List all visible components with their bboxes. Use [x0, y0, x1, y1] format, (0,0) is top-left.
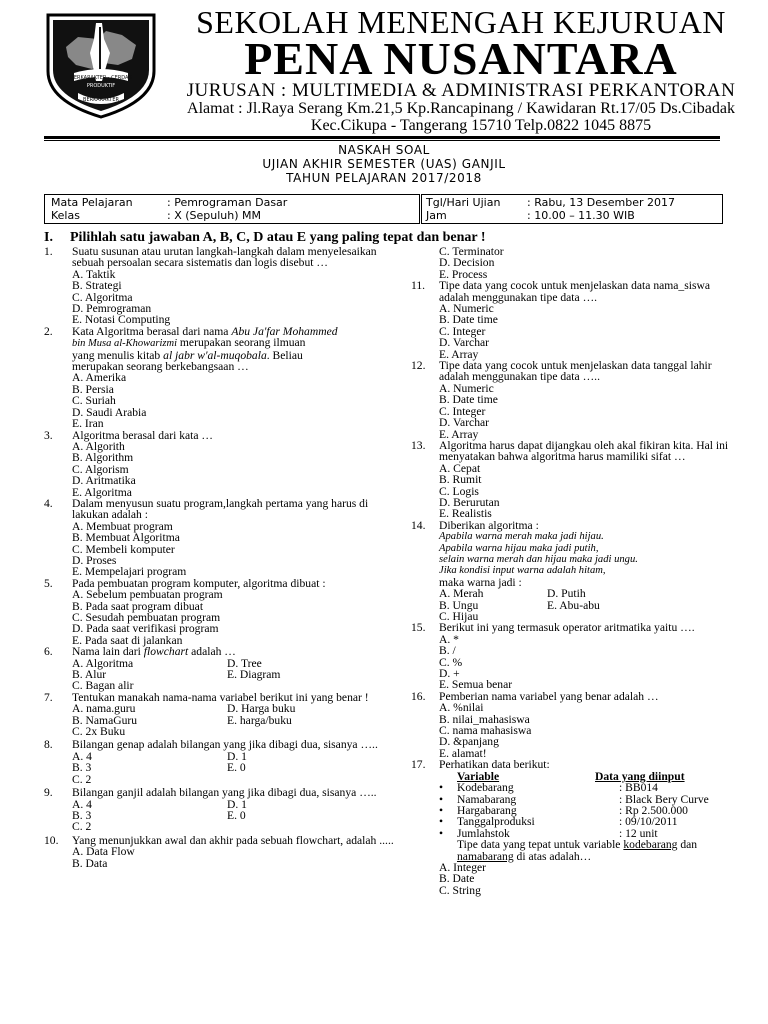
option-e: E. Algoritma — [72, 485, 132, 499]
option-d: D. Harga buku — [227, 702, 296, 716]
question-text: yang menulis kitab — [72, 348, 164, 362]
question-text: Yang menunjukkan awal dan akhir pada sebuah flowchart, adalah ..... — [72, 833, 394, 847]
question-text: Nama lain dari — [72, 645, 144, 659]
option-a: A. Membuat program — [72, 519, 173, 533]
question-text: . Beliau — [266, 348, 303, 362]
question-17 — [411, 759, 731, 896]
variable-value: : 12 unit — [619, 826, 658, 840]
question-4 — [44, 498, 394, 578]
question-text: Tipe data yang cocok untuk menjelaskan data tanggal lahir adalah menggunakan tipe data ….. — [439, 359, 712, 384]
question-text: Bilangan ganjil adalah bilangan yang jika dibagi dua, sisanya ….. — [72, 786, 377, 800]
schedule-info-box — [421, 194, 723, 224]
option-e: E. 0 — [227, 761, 246, 775]
question-text-italic: al jabr w'al-muqobala — [163, 348, 267, 362]
option-a: A. Cepat — [439, 461, 481, 475]
option-b: B. Persia — [72, 382, 114, 396]
option-b: B. nilai_mahasiswa — [439, 712, 530, 726]
column-header-data: Data yang diinput — [595, 769, 685, 783]
question-text: adalah … — [188, 645, 236, 659]
questions-right-column — [411, 246, 731, 896]
question-text: Pemberian nama variabel yang benar adalah … — [439, 689, 659, 703]
option-a: A. %nilai — [439, 701, 484, 715]
question-text: Tipe data yang cocok untuk menjelaskan data nama_siswa adalah menggunakan tipe data …. — [439, 279, 710, 304]
question-text: maka warna jadi : — [439, 575, 522, 589]
algorithm-line: selain warna merah dan hijau maka jadi ungu. — [439, 553, 638, 565]
option-c: C. Bagan alir — [72, 679, 134, 693]
question-text: merupakan seorang berkebangsaan … — [72, 360, 249, 374]
questions-left-column — [44, 246, 394, 869]
class-label: Kelas — [51, 209, 80, 222]
option-b: B. NamaGuru — [72, 713, 138, 727]
header-divider — [44, 136, 720, 139]
logo-text: PRODUKTIF — [86, 83, 116, 89]
question-text: di atas adalah… — [513, 849, 592, 863]
exam-title: UJIAN AKHIR SEMESTER (UAS) GANJIL — [262, 157, 506, 171]
option-a: A. Algorith — [72, 439, 125, 453]
logo-text: BERKARAKTER — [83, 97, 119, 103]
variable-name: • Hargabarang — [439, 805, 619, 816]
option-d: D. Aritmatika — [72, 474, 136, 488]
question-number: 6. — [44, 645, 53, 659]
option-c: C. Algorism — [72, 462, 129, 476]
question-number: 1. — [44, 245, 53, 258]
question-5 — [44, 578, 394, 646]
question-text-italic: bin Musa al-Khowarizmi — [72, 338, 178, 350]
option-e: E. Semua benar — [439, 678, 513, 692]
question-2 — [44, 326, 394, 430]
question-text: Berikut ini yang termasuk operator aritmatika yaitu …. — [439, 621, 695, 635]
option-d: D. 1 — [227, 797, 247, 811]
variable-value: : Black Bery Curve — [619, 792, 709, 806]
question-number: 10. — [44, 833, 59, 847]
option-b: B. Strategi — [72, 279, 122, 293]
option-b: B. Rumit — [439, 473, 482, 487]
question-1 — [44, 246, 394, 326]
question-number: 3. — [44, 428, 53, 442]
variable-value: : Rp 2.500.000 — [619, 803, 688, 817]
option-e: E. Process — [439, 267, 488, 281]
school-name: PENA NUSANTARA — [244, 33, 678, 84]
question-number: 9. — [44, 786, 53, 800]
option-c: C. Terminator — [439, 245, 504, 258]
option-a: A. nama.guru — [72, 702, 136, 716]
question-text: Algoritma harus dapat dijangkau oleh akal fikiran kita. Hal ini menyatakan bahwa algoritma harus mamiliki sifat … — [439, 438, 729, 464]
option-b: B. / — [439, 644, 456, 658]
option-a: A. 4 — [72, 749, 92, 763]
algorithm-line: Apabila warna merah maka jadi hijau. — [439, 531, 604, 543]
question-14 — [411, 520, 731, 623]
question-10-continued — [411, 246, 731, 280]
option-c: C. nama mahasiswa — [439, 724, 532, 738]
algorithm-line: Apabila warna hijau maka jadi putih, — [439, 542, 599, 554]
option-b: B. Ungu — [439, 598, 479, 612]
option-e: E. Realistis — [439, 507, 492, 521]
section-number: I. — [44, 230, 53, 245]
school-logo-shield-icon — [44, 9, 158, 119]
option-c: C. 2 — [72, 772, 92, 786]
logo-text: BERKARAKTER · CERDAS — [70, 75, 132, 81]
question-number: 12. — [411, 359, 426, 373]
data-row — [439, 816, 731, 827]
option-a: A. Taktik — [72, 267, 116, 281]
option-e: E. Mempelajari program — [72, 565, 187, 579]
option-b: B. Algorithm — [72, 451, 134, 465]
option-c: C. 2 — [72, 820, 92, 834]
option-b: B. Pada saat program dibuat — [72, 599, 204, 613]
option-e: E. 0 — [227, 808, 246, 822]
option-d: D. Pada saat verifikasi program — [72, 622, 219, 636]
question-16 — [411, 691, 731, 759]
variable-name: • Jumlahstok — [439, 828, 619, 839]
time-label: Jam — [426, 209, 447, 222]
date-label: Tgl/Hari Ujian — [426, 196, 501, 209]
option-c: C. Membeli komputer — [72, 542, 175, 556]
option-d: D. Varchar — [439, 416, 490, 430]
question-text-underlined: namabarang — [457, 849, 514, 863]
doc-title: NASKAH SOAL — [338, 143, 430, 157]
question-number: 7. — [44, 690, 53, 704]
question-3 — [44, 430, 394, 498]
address-line-1: Alamat : Jl.Raya Serang Km.21,5 Kp.Rancapinang / Kawidaran Rt.17/05 Ds.Cibadak — [187, 100, 735, 117]
question-number: 5. — [44, 576, 53, 590]
option-c: C. Hijau — [439, 610, 479, 623]
column-header-variable: Variable — [457, 769, 500, 783]
question-number: 13. — [411, 438, 426, 452]
option-b: B. Data — [72, 856, 108, 870]
question-10 — [44, 835, 394, 869]
subject-label: Mata Pelajaran — [51, 196, 133, 209]
option-a: A. 4 — [72, 797, 92, 811]
question-number: 2. — [44, 324, 53, 338]
option-a: A. Numeric — [439, 381, 494, 395]
option-e: E. Notasi Computing — [72, 313, 171, 327]
question-text-italic: Abu Ja'far Mohammed — [231, 324, 338, 338]
option-d: D. Varchar — [439, 336, 490, 350]
option-d: D. + — [439, 667, 460, 681]
variable-name: • Namabarang — [439, 794, 619, 805]
option-a: A. Data Flow — [72, 845, 135, 859]
question-number: 17. — [411, 758, 426, 772]
option-e: E. Array — [439, 427, 479, 441]
question-text: Tentukan manakah nama-nama variabel berikut ini yang benar ! — [72, 690, 369, 704]
question-text-underlined: kodebarang — [623, 838, 678, 852]
option-b: B. Date time — [439, 313, 498, 327]
option-a: A. Merah — [439, 587, 484, 601]
variable-name: • Kodebarang — [439, 782, 619, 793]
question-12 — [411, 360, 731, 440]
option-c: C. Algoritma — [72, 290, 133, 304]
option-c: C. Integer — [439, 324, 486, 338]
option-e: E. Array — [439, 347, 479, 361]
question-text: merupakan seorang ilmuan — [177, 336, 306, 350]
algorithm-line: Jika kondisi input warna adalah hitam, — [439, 565, 606, 577]
question-text: Dalam menyusun suatu program,langkah pertama yang harus di lakukan adalah : — [72, 496, 369, 522]
question-11 — [411, 280, 731, 360]
question-15 — [411, 622, 731, 690]
question-number: 15. — [411, 621, 426, 635]
question-number: 11. — [411, 279, 426, 293]
option-d: D. 1 — [227, 749, 247, 763]
date-value: : Rabu, 13 Desember 2017 — [527, 196, 676, 209]
header-divider — [44, 140, 720, 141]
option-b: B. Alur — [72, 668, 107, 682]
question-text: Suatu susunan atau urutan langkah-langkah dalam menyelesaikan sebuah persoalan secara sistematis dan logis disebut … — [72, 245, 377, 270]
school-type: SEKOLAH MENENGAH KEJURUAN — [196, 4, 726, 40]
data-row — [439, 782, 731, 793]
option-d: D. Putih — [547, 587, 586, 601]
subject-info-box — [44, 194, 420, 224]
option-e: E. Pada saat di jalankan — [72, 633, 183, 647]
address-line-2: Kec.Cikupa - Tangerang 15710 Telp.0822 1045 8875 — [310, 117, 652, 134]
option-a: A. Integer — [439, 860, 486, 874]
option-d: D. &panjang — [439, 735, 499, 749]
question-number: 14. — [411, 518, 426, 532]
variable-value: : BB014 — [619, 781, 658, 795]
question-7 — [44, 692, 394, 738]
question-6 — [44, 646, 394, 692]
option-c: C. Sesudah pembuatan program — [72, 611, 221, 624]
subject-value: : Pemrograman Dasar — [167, 196, 288, 209]
academic-year: TAHUN PELAJARAN 2017/2018 — [286, 171, 482, 185]
option-e: E. harga/buku — [227, 713, 292, 727]
option-d: D. Pemrograman — [72, 302, 152, 316]
option-b: B. Date — [439, 872, 475, 886]
option-a: A. * — [439, 632, 459, 646]
option-b: B. Membuat Algoritma — [72, 531, 180, 545]
question-text: Perhatikan data berikut: — [439, 758, 550, 772]
option-e: E. Abu-abu — [547, 598, 600, 612]
question-9 — [44, 787, 394, 833]
option-e: E. Iran — [72, 417, 104, 431]
question-text: Pada pembuatan program komputer, algoritma dibuat : — [72, 576, 326, 590]
question-number: 8. — [44, 738, 53, 752]
department: JURUSAN : MULTIMEDIA & ADMINISTRASI PERKANTORAN — [186, 80, 736, 101]
question-text: Bilangan genap adalah bilangan yang jika dibagi dua, sisanya ….. — [72, 738, 378, 752]
question-text-italic: flowchart — [143, 645, 189, 659]
question-text: Tipe data yang tepat untuk variable — [457, 838, 624, 852]
option-a: A. Algoritma — [72, 656, 134, 670]
option-b: B. 3 — [72, 761, 92, 775]
question-text: Diberikan algoritma : — [439, 518, 539, 532]
option-a: A. Sebelum pembuatan program — [72, 588, 223, 602]
option-c: C. Integer — [439, 404, 486, 418]
variable-name: • Tanggalproduksi — [439, 816, 619, 827]
question-text: Algoritma berasal dari kata … — [72, 428, 214, 442]
option-a: A. Amerika — [72, 371, 127, 385]
variable-value: : 09/10/2011 — [619, 815, 678, 829]
time-value: : 10.00 – 11.30 WIB — [527, 209, 635, 222]
question-number: 4. — [44, 496, 53, 510]
question-text: Kata Algoritma berasal dari nama — [72, 324, 232, 338]
option-d: D. Tree — [227, 656, 262, 670]
section-instruction: Pilihlah satu jawaban A, B, C, D atau E yang paling tepat dan benar ! — [70, 230, 486, 245]
option-c: C. String — [439, 883, 481, 897]
question-13 — [411, 440, 731, 520]
option-c: C. Logis — [439, 484, 479, 498]
option-e: E. alamat! — [439, 746, 487, 760]
option-b: B. Date time — [439, 393, 498, 407]
option-d: D. Decision — [439, 256, 495, 270]
class-value: : X (Sepuluh) MM — [167, 209, 261, 222]
option-d: D. Berurutan — [439, 495, 500, 509]
option-c: C. 2x Buku — [72, 725, 126, 739]
question-number: 16. — [411, 689, 426, 703]
option-a: A. Numeric — [439, 302, 494, 316]
option-e: E. Diagram — [227, 668, 281, 682]
option-c: C. Suriah — [72, 394, 116, 408]
question-8 — [44, 739, 394, 785]
option-c: C. % — [439, 655, 463, 669]
question-text: dan — [677, 838, 698, 852]
option-d: D. Saudi Arabia — [72, 405, 147, 419]
option-d: D. Proses — [72, 553, 117, 567]
option-b: B. 3 — [72, 808, 92, 822]
